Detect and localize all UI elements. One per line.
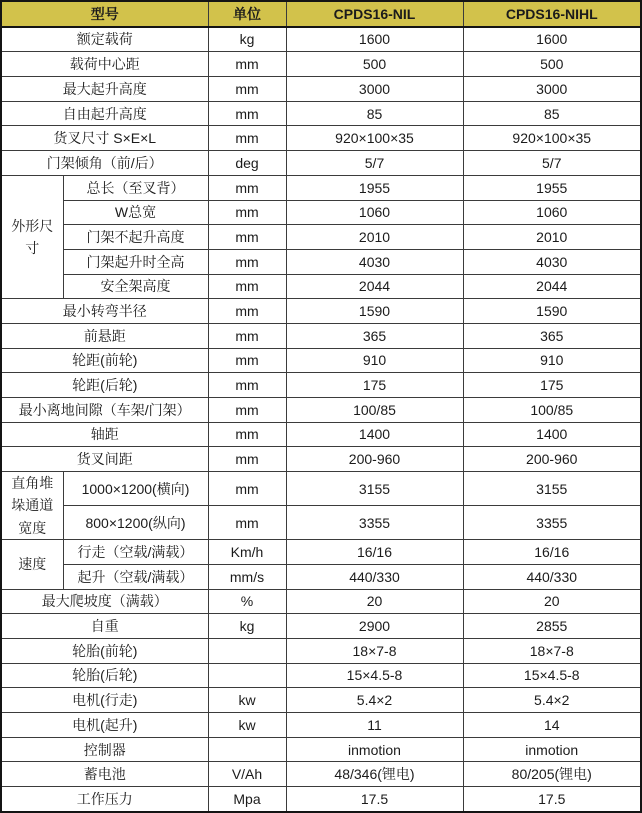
row-unit: mm	[208, 175, 286, 200]
table-row	[1, 564, 641, 589]
row-value-cpds16-nihl: 3155	[463, 472, 641, 506]
table-row	[1, 151, 641, 176]
row-value-cpds16-nil: 3155	[286, 472, 463, 506]
row-value-cpds16-nil: 48/346(锂电)	[286, 762, 463, 787]
row-value-cpds16-nihl: 16/16	[463, 540, 641, 565]
table-row	[1, 638, 641, 663]
row-label: 工作压力	[1, 787, 208, 812]
row-value-cpds16-nihl: 500	[463, 52, 641, 77]
row-label: 总长（至叉背）	[63, 175, 208, 200]
row-value-cpds16-nil: 910	[286, 348, 463, 373]
row-unit: mm	[208, 398, 286, 423]
row-value-cpds16-nihl: 3355	[463, 506, 641, 540]
row-unit: mm	[208, 52, 286, 77]
row-value-cpds16-nil: 920×100×35	[286, 126, 463, 151]
row-value-cpds16-nil: 4030	[286, 249, 463, 274]
table-row	[1, 225, 641, 250]
row-label: 控制器	[1, 737, 208, 762]
row-value-cpds16-nihl: 80/205(锂电)	[463, 762, 641, 787]
table-row	[1, 422, 641, 447]
row-value-cpds16-nihl: 85	[463, 101, 641, 126]
row-label: 轮胎(后轮)	[1, 663, 208, 688]
table-row	[1, 663, 641, 688]
table-row	[1, 52, 641, 77]
row-value-cpds16-nihl: 1060	[463, 200, 641, 225]
row-value-cpds16-nihl: 20	[463, 589, 641, 614]
row-value-cpds16-nihl: 440/330	[463, 564, 641, 589]
row-value-cpds16-nil: 20	[286, 589, 463, 614]
table-row	[1, 506, 641, 540]
row-unit: mm	[208, 348, 286, 373]
row-unit	[208, 663, 286, 688]
row-value-cpds16-nil: inmotion	[286, 737, 463, 762]
row-unit: mm	[208, 77, 286, 102]
row-value-cpds16-nihl: 2855	[463, 614, 641, 639]
row-unit: mm	[208, 447, 286, 472]
row-label: 1000×1200(横向)	[63, 472, 208, 506]
row-value-cpds16-nihl: 1600	[463, 27, 641, 52]
row-label: 行走（空载/满载）	[63, 540, 208, 565]
row-value-cpds16-nihl: 910	[463, 348, 641, 373]
row-unit: mm	[208, 422, 286, 447]
row-unit: mm	[208, 299, 286, 324]
row-group-label: 外形尺寸	[1, 175, 63, 298]
row-value-cpds16-nil: 175	[286, 373, 463, 398]
row-label: 电机(行走)	[1, 688, 208, 713]
row-value-cpds16-nihl: 920×100×35	[463, 126, 641, 151]
row-label: 货叉尺寸 S×E×L	[1, 126, 208, 151]
row-value-cpds16-nihl: 5.4×2	[463, 688, 641, 713]
row-value-cpds16-nil: 15×4.5-8	[286, 663, 463, 688]
row-value-cpds16-nihl: 3000	[463, 77, 641, 102]
row-value-cpds16-nihl: 1590	[463, 299, 641, 324]
row-value-cpds16-nil: 3355	[286, 506, 463, 540]
row-unit: mm	[208, 200, 286, 225]
row-group-label: 速度	[1, 540, 63, 589]
row-value-cpds16-nihl: 2044	[463, 274, 641, 299]
row-value-cpds16-nihl: 1400	[463, 422, 641, 447]
row-value-cpds16-nil: 11	[286, 713, 463, 738]
table-row	[1, 447, 641, 472]
table-row	[1, 737, 641, 762]
header-model-label: 型号	[1, 1, 208, 27]
row-unit: deg	[208, 151, 286, 176]
row-value-cpds16-nil: 17.5	[286, 787, 463, 812]
row-value-cpds16-nil: 3000	[286, 77, 463, 102]
row-value-cpds16-nil: 85	[286, 101, 463, 126]
row-value-cpds16-nil: 16/16	[286, 540, 463, 565]
row-value-cpds16-nil: 5/7	[286, 151, 463, 176]
row-unit: mm	[208, 323, 286, 348]
table-row	[1, 323, 641, 348]
row-value-cpds16-nil: 200-960	[286, 447, 463, 472]
table-row	[1, 713, 641, 738]
row-unit: mm	[208, 373, 286, 398]
row-label: 最大起升高度	[1, 77, 208, 102]
table-row	[1, 77, 641, 102]
table-row	[1, 472, 641, 506]
row-value-cpds16-nihl: 175	[463, 373, 641, 398]
table-row	[1, 540, 641, 565]
row-label: 蓄电池	[1, 762, 208, 787]
row-value-cpds16-nihl: 15×4.5-8	[463, 663, 641, 688]
table-row	[1, 688, 641, 713]
row-unit: mm	[208, 274, 286, 299]
row-label: 最小离地间隙（车架/门架）	[1, 398, 208, 423]
row-value-cpds16-nihl: 18×7-8	[463, 638, 641, 663]
header-model-cpds16-nil: CPDS16-NIL	[286, 1, 463, 27]
table-row	[1, 27, 641, 52]
row-value-cpds16-nil: 2010	[286, 225, 463, 250]
row-unit: Km/h	[208, 540, 286, 565]
row-label: 前悬距	[1, 323, 208, 348]
row-value-cpds16-nil: 1400	[286, 422, 463, 447]
row-label: 自由起升高度	[1, 101, 208, 126]
table-row	[1, 762, 641, 787]
row-value-cpds16-nil: 440/330	[286, 564, 463, 589]
row-unit: kg	[208, 614, 286, 639]
row-label: 轮胎(前轮)	[1, 638, 208, 663]
row-label: 最小转弯半径	[1, 299, 208, 324]
row-value-cpds16-nihl: 5/7	[463, 151, 641, 176]
row-unit: %	[208, 589, 286, 614]
row-unit: kw	[208, 713, 286, 738]
row-unit: Mpa	[208, 787, 286, 812]
row-unit: mm	[208, 506, 286, 540]
row-unit: mm	[208, 225, 286, 250]
row-unit: mm	[208, 101, 286, 126]
row-group-label: 直角堆垛通道宽度	[1, 472, 63, 540]
row-label: 最大爬坡度（满载）	[1, 589, 208, 614]
row-unit: mm	[208, 472, 286, 506]
row-unit: mm	[208, 249, 286, 274]
row-value-cpds16-nihl: 1955	[463, 175, 641, 200]
row-value-cpds16-nil: 18×7-8	[286, 638, 463, 663]
table-row	[1, 348, 641, 373]
table-row	[1, 787, 641, 812]
row-value-cpds16-nil: 500	[286, 52, 463, 77]
row-value-cpds16-nihl: 2010	[463, 225, 641, 250]
row-label: 门架倾角（前/后）	[1, 151, 208, 176]
row-value-cpds16-nihl: 17.5	[463, 787, 641, 812]
row-value-cpds16-nihl: 200-960	[463, 447, 641, 472]
table-row	[1, 299, 641, 324]
row-unit	[208, 638, 286, 663]
row-value-cpds16-nil: 1600	[286, 27, 463, 52]
row-value-cpds16-nihl: 14	[463, 713, 641, 738]
table-row	[1, 249, 641, 274]
row-label: 货叉间距	[1, 447, 208, 472]
row-value-cpds16-nihl: inmotion	[463, 737, 641, 762]
row-unit: kw	[208, 688, 286, 713]
row-label: 额定载荷	[1, 27, 208, 52]
table-row	[1, 589, 641, 614]
row-label: 门架不起升高度	[63, 225, 208, 250]
row-value-cpds16-nil: 5.4×2	[286, 688, 463, 713]
row-label: 门架起升时全高	[63, 249, 208, 274]
row-unit: V/Ah	[208, 762, 286, 787]
row-unit: mm/s	[208, 564, 286, 589]
table-row	[1, 274, 641, 299]
row-label: 自重	[1, 614, 208, 639]
row-label: 安全架高度	[63, 274, 208, 299]
row-value-cpds16-nil: 2900	[286, 614, 463, 639]
row-unit: kg	[208, 27, 286, 52]
row-label: 轮距(前轮)	[1, 348, 208, 373]
row-unit	[208, 737, 286, 762]
row-value-cpds16-nihl: 100/85	[463, 398, 641, 423]
row-unit: mm	[208, 126, 286, 151]
row-label: 起升（空载/满载）	[63, 564, 208, 589]
header-row	[1, 1, 641, 27]
table-row	[1, 175, 641, 200]
row-label: 轴距	[1, 422, 208, 447]
table-row	[1, 614, 641, 639]
header-model-cpds16-nihl: CPDS16-NIHL	[463, 1, 641, 27]
row-label: 电机(起升)	[1, 713, 208, 738]
row-label: W总宽	[63, 200, 208, 225]
row-value-cpds16-nil: 1955	[286, 175, 463, 200]
row-value-cpds16-nil: 2044	[286, 274, 463, 299]
row-value-cpds16-nil: 1060	[286, 200, 463, 225]
table-row	[1, 200, 641, 225]
header-unit-label: 单位	[208, 1, 286, 27]
table-row	[1, 126, 641, 151]
row-label: 800×1200(纵向)	[63, 506, 208, 540]
row-value-cpds16-nil: 1590	[286, 299, 463, 324]
table-row	[1, 101, 641, 126]
spec-table-body	[1, 27, 641, 812]
table-row	[1, 398, 641, 423]
row-label: 轮距(后轮)	[1, 373, 208, 398]
row-value-cpds16-nil: 365	[286, 323, 463, 348]
row-value-cpds16-nil: 100/85	[286, 398, 463, 423]
row-value-cpds16-nihl: 365	[463, 323, 641, 348]
table-row	[1, 373, 641, 398]
row-value-cpds16-nihl: 4030	[463, 249, 641, 274]
row-label: 载荷中心距	[1, 52, 208, 77]
